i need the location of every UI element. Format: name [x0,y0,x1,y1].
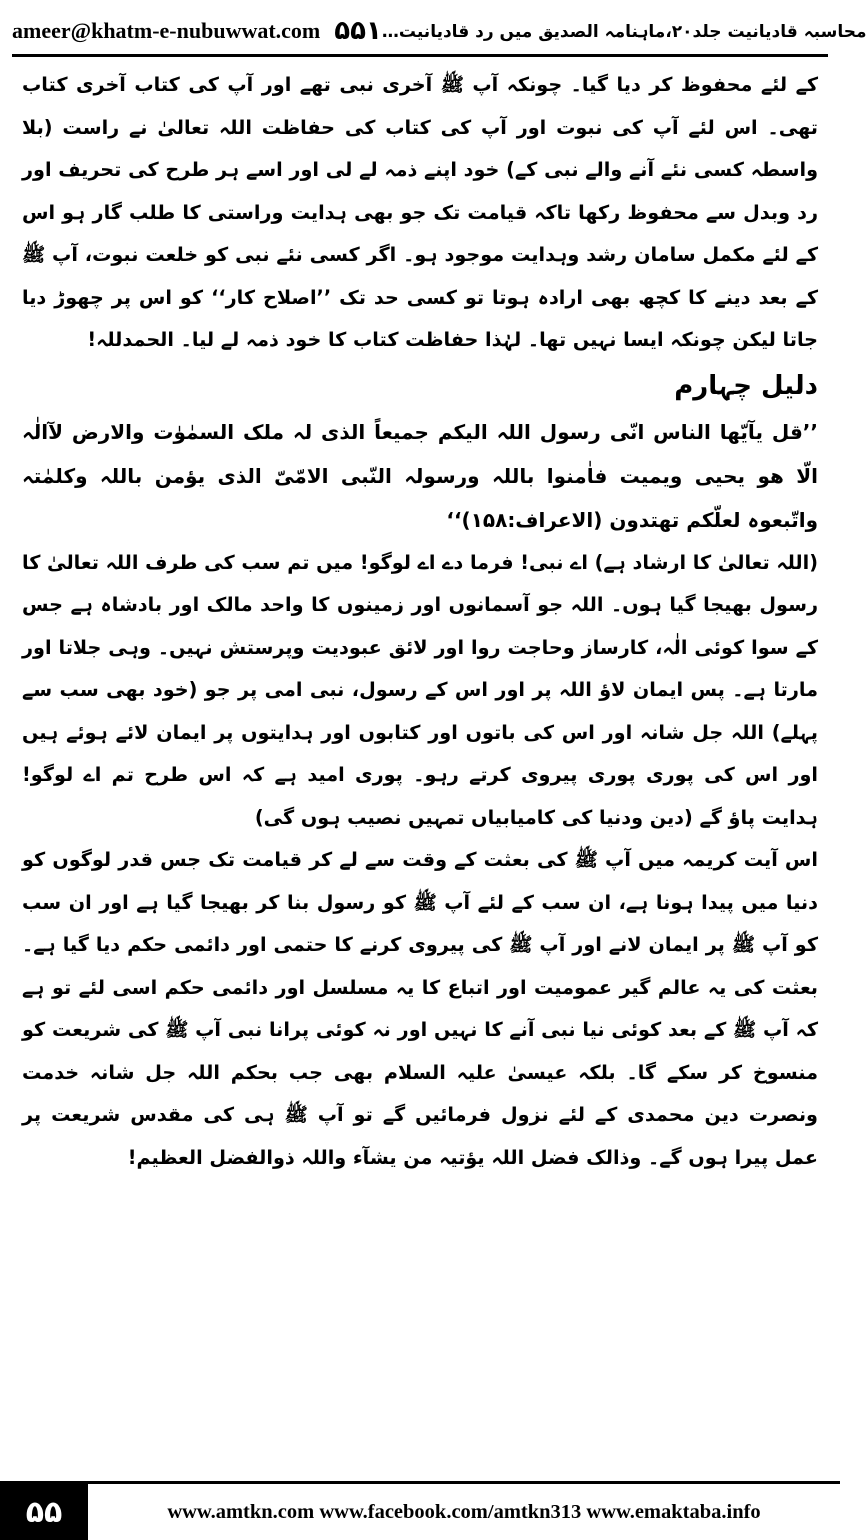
header-page-number: ۵۵۱ [334,16,382,46]
footer-page-number: ۵۵ [0,1484,88,1540]
page-body [22,64,818,1478]
header-title: محاسبہ قادیانیت جلد۲۰،ماہنامہ الصدیق میں رد قادیانیت… [381,21,867,42]
paragraph-1: کے لئے محفوظ کر دیا گیا۔ چونکہ آپ ﷺ آخری نبی تھے اور آپ کی کتاب آخری کتاب تھی۔ اس لئے آپ کی نبوت اور آپ کی کتاب کی حفاظت اللہ تعالیٰ نے راست (بلا واسطہ کسی نئے آنے والے نبی کے) خود اپنے ذمہ لے لی اور اسے ہر طرح کی تحریف اور رد وبدل سے محفوظ رکھا تاکہ قیامت تک جو بھی ہدایت وراستی کا طلب گار ہو اس کے لئے مکمل سامان رشد وہدایت موجود ہو۔ اگر کسی نئے نبی کو خلعت نبوت، آپ ﷺ کے بعد دینے کا کچھ بھی ارادہ ہوتا تو کسی حد تک ’’اصلاح کار‘‘ کو اس پر چھوڑ دیا جاتا لیکن چونکہ ایسا نہیں تھا۔ لہٰذا حفاظت کتاب کا خود ذمہ لے لیا۔ الحمدللہ! [22,73,818,351]
paragraph-2: (اللہ تعالیٰ کا ارشاد ہے) اے نبی! فرما دے اے لوگو! میں تم سب کی طرف اللہ تعالیٰ کا رسول بھیجا گیا ہوں۔ اللہ جو آسمانوں اور زمینوں کا واحد مالک اور بادشاہ ہے جس کے سوا کوئی الٰہ، کارساز وحاجت روا اور لائق عبودیت وپرستش نہیں۔ وہی جلاتا اور مارتا ہے۔ پس ایمان لاؤ اللہ پر اور اس کے رسول، نبی امی پر جو (خود بھی سب سے پہلے) اللہ جل شانہ اور اس کی باتوں اور کتابوں اور ہدایتوں پر ایمان لائے ہوئے ہیں اور اس کی پوری پوری پیروی کرتے رہو۔ پوری امید ہے کہ اس طرح تم اے لوگو! ہدایت پاؤ گے (دین ودنیا کی کامیابیاں تمہیں نصیب ہوں گی) [22,550,818,829]
quran-verse: ’’قل یآیّھا الناس انّی رسول اللہ الیکم جمیعاً الذی لہ ملک السمٰوٰت والارض لآالٰہ الّا ھو یحیی ویمیت فاٰمنوا باللہ ورسولہ النّبی الامّیّ الذی یؤمن باللہ وکلمٰتہ واتّبعوہ لعلّکم تھتدون (الاعراف:۱۵۸)‘‘ [22,419,818,532]
page-footer [0,1481,840,1540]
header-email: ameer@khatm-e-nubuwwat.com [12,18,321,43]
footer-links: www.amtkn.com www.facebook.com/amtkn313 www.emaktaba.info [167,1500,761,1523]
section-heading: دلیل چہارم [674,370,818,401]
page-header [12,8,867,57]
paragraph-3: اس آیت کریمہ میں آپ ﷺ کی بعثت کے وقت سے لے کر قیامت تک جس قدر لوگوں کو دنیا میں پیدا ہونا ہے، ان سب کے لئے آپ ﷺ کو رسول بنا کر بھیجا گیا ہے اور ان سب کو آپ ﷺ پر ایمان لانے اور آپ ﷺ کی پیروی کرنے کا حتمی اور دائمی حکم دیا گیا ہے۔ بعثت کی یہ عالم گیر عمومیت اور اتباع کا یہ مسلسل اور دائمی حکم اسی لئے تو ہے کہ آپ ﷺ کے بعد کوئی نیا نبی آنے کا نہیں اور نہ کوئی پرانا نبی آپ ﷺ کی شریعت کو منسوخ کر سکے گا۔ بلکہ عیسیٰ علیہ السلام بھی جب بحکم اللہ جل شانہ خدمت ونصرت دین محمدی کے لئے نزول فرمائیں گے تو آپ ﷺ ہی کی مقدس شریعت پر عمل پیرا ہوں گے۔ وذالک فضل اللہ یؤتیہ من یشآء واللہ ذوالفضل العظیم! [22,848,818,1169]
